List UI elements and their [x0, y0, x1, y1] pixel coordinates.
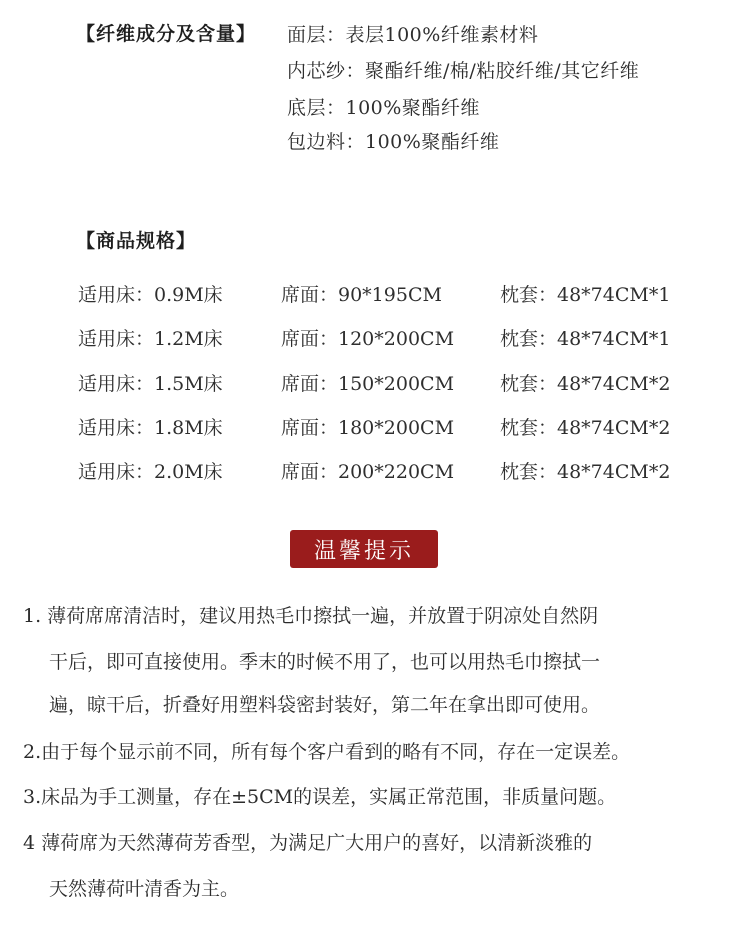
spec-mat-size: 席面：200*220CM: [281, 461, 455, 483]
notice-line: 3.床品为手工测量，存在±5CM的误差，实属正常范围，非质量问题。: [23, 786, 617, 808]
spec-pillow-size: 枕套：48*74CM*1: [500, 328, 671, 350]
notice-line: 干后，即可直接使用。季末的时候不用了，也可以用热毛巾擦拭一: [49, 651, 601, 673]
notice-line: 天然薄荷叶清香为主。: [49, 878, 240, 900]
spec-bed-size: 适用床：2.0M床: [78, 461, 223, 483]
spec-pillow-size: 枕套：48*74CM*1: [500, 284, 671, 306]
fiber-line-bottom: 底层：100%聚酯纤维: [287, 97, 480, 119]
spec-bed-size: 适用床：1.5M床: [78, 373, 223, 395]
fiber-section-label: 【纤维成分及含量】: [76, 23, 257, 45]
notice-line: 1. 薄荷席席清洁时，建议用热毛巾擦拭一遍，并放置于阴凉处自然阴: [23, 605, 599, 627]
spec-mat-size: 席面：150*200CM: [281, 373, 455, 395]
spec-mat-size: 席面：180*200CM: [281, 417, 455, 439]
spec-pillow-size: 枕套：48*74CM*2: [500, 373, 671, 395]
spec-mat-size: 席面：120*200CM: [281, 328, 455, 350]
notice-title-badge: 温馨提示: [290, 530, 438, 568]
notice-line: 4 薄荷席为天然薄荷芳香型，为满足广大用户的喜好，以清新淡雅的: [23, 832, 593, 854]
notice-line: 遍，晾干后，折叠好用塑料袋密封装好，第二年在拿出即可使用。: [49, 694, 601, 716]
spec-bed-size: 适用床：0.9M床: [78, 284, 223, 306]
spec-bed-size: 适用床：1.8M床: [78, 417, 223, 439]
spec-bed-size: 适用床：1.2M床: [78, 328, 223, 350]
fiber-line-core: 内芯纱：聚酯纤维/棉/粘胶纤维/其它纤维: [287, 60, 640, 82]
notice-line: 2.由于每个显示前不同，所有每个客户看到的略有不同，存在一定误差。: [23, 741, 631, 763]
spec-pillow-size: 枕套：48*74CM*2: [500, 461, 671, 483]
spec-pillow-size: 枕套：48*74CM*2: [500, 417, 671, 439]
fiber-line-edging: 包边料：100%聚酯纤维: [287, 131, 500, 153]
fiber-line-surface: 面层：表层100%纤维素材料: [287, 24, 539, 46]
spec-section-label: 【商品规格】: [76, 230, 197, 252]
spec-mat-size: 席面：90*195CM: [281, 284, 442, 306]
